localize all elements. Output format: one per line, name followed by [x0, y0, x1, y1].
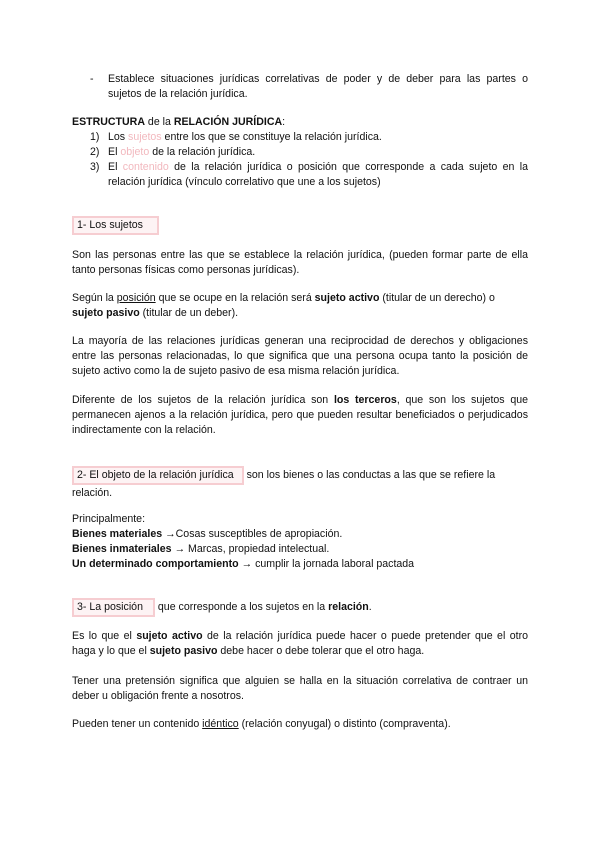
estructura-heading	[72, 115, 528, 130]
list-item	[72, 527, 528, 542]
bold-sujeto-pasivo: sujeto pasivo	[72, 307, 140, 319]
estructura-heading-bold: RELACIÓN JURÍDICA	[173, 116, 283, 128]
section3-paragraph-2: Tener una pretensión significa que alguien se halla en la situación correlativa de contraer un deber u obligación frente a nosotros.	[72, 675, 528, 702]
estructura-list	[90, 130, 528, 190]
bold-sujeto-activo: sujeto activo	[314, 292, 380, 304]
list-item-pre: El	[108, 146, 121, 158]
bullet-dash: -	[90, 73, 94, 85]
bold-sujeto-pasivo: sujeto pasivo	[149, 645, 218, 657]
section3-title: 3- La posición	[72, 598, 155, 617]
section1-paragraph-4	[72, 393, 528, 438]
list-item	[90, 130, 528, 145]
list-item-post-line1: de la relación jurídica o posición que corresponde a cada sujeto en la	[168, 161, 529, 173]
text-run: Diferente de los sujetos de la relación jurídica son	[72, 394, 334, 406]
section2-after-line1: son los bienes o las conductas a las que se refiere la	[243, 469, 496, 481]
estructura-heading-mid: de la	[144, 116, 174, 128]
text-run: , que son los sujetos que permanecen ajenos a la relación jurídica, pero que pueden resultar beneficiados o perjudicados indirectamente con la relación.	[72, 394, 529, 436]
list-item-number: 1)	[90, 131, 100, 143]
text-run: que corresponde a los sujetos en la	[154, 601, 329, 613]
list-item-text: cumplir la jornada laboral pactada	[255, 558, 415, 570]
section2-list	[72, 512, 528, 572]
estructura-heading-pre: ESTRUCTURA	[72, 116, 145, 128]
term-contenido: contenido	[122, 161, 169, 173]
arrow-glyph: →	[162, 528, 176, 540]
section2-title: 2- El objeto de la relación jurídica	[72, 466, 244, 485]
bold-relacion: relación	[328, 601, 369, 613]
underlined-identico: idéntico	[202, 718, 239, 730]
intro-bullet	[90, 72, 528, 102]
intro-line-2: sujetos de la relación jurídica.	[108, 88, 248, 100]
list-item-post: entre los que se constituye la relación jurídica.	[161, 131, 382, 143]
text-run: (relación conyugal) o distinto (compraventa).	[238, 718, 451, 730]
bold-los-terceros: los terceros	[333, 394, 397, 406]
term-sujetos: sujetos	[128, 131, 162, 143]
list-item	[90, 160, 528, 190]
underlined-posicion: posición	[116, 292, 156, 304]
arrow-glyph: →	[238, 558, 256, 570]
section3-paragraph-1	[72, 629, 528, 659]
list-item-text: Cosas susceptibles de apropiación.	[175, 528, 343, 540]
estructura-heading-colon: :	[282, 116, 286, 128]
term-objeto: objeto	[120, 146, 150, 158]
text-run: (titular de un derecho) o	[379, 292, 495, 304]
section2-title-row	[72, 466, 528, 501]
text-run: Pueden tener un contenido	[72, 718, 203, 730]
text-run: Es lo que el	[72, 630, 137, 642]
list-item	[90, 145, 528, 160]
text-run: (titular de un deber).	[139, 307, 239, 319]
section1-paragraph-2	[72, 291, 528, 321]
section1-paragraph-1: Son las personas entre las que se establece la relación jurídica, (pueden formar parte de ella tanto personas físicas como personas jurídicas).	[72, 249, 528, 276]
section1-paragraph-3: La mayoría de las relaciones jurídicas generan una reciprocidad de derechos y obligaciones entre las personas relacionadas, lo que significa que una persona ocupa tanto la posición de sujeto activo como la de sujeto pasivo de esa misma relación jurídica.	[72, 335, 528, 377]
list-item-number: 2)	[90, 146, 100, 158]
list-item-pre: El	[108, 161, 123, 173]
list-item-post: de la relación jurídica.	[149, 146, 256, 158]
section1-title-row	[72, 216, 528, 235]
principal-label: Principalmente:	[72, 513, 146, 525]
list-item-text: Marcas, propiedad intelectual.	[188, 543, 330, 555]
list-item	[72, 557, 528, 572]
arrow-glyph: →	[171, 543, 188, 555]
bold-bienes-materiales: Bienes materiales	[72, 528, 163, 540]
section1-title: 1- Los sujetos	[72, 216, 159, 235]
bold-bienes-inmateriales: Bienes inmateriales	[72, 543, 172, 555]
list-item-pre: Los	[108, 131, 129, 143]
intro-line-1: Establece situaciones jurídicas correlativas de poder y de deber para las partes o	[108, 73, 528, 85]
section3-paragraph-3	[72, 717, 528, 732]
text-run: de la relación jurídica puede hacer o puede pretender que el otro haga y lo que el	[72, 630, 528, 657]
text-run: debe hacer o debe tolerar que el otro haga.	[217, 645, 425, 657]
text-run: que se ocupe en la relación será	[155, 292, 315, 304]
list-item	[72, 542, 528, 557]
text-run: .	[368, 601, 372, 613]
list-item-post-line2: relación jurídica (vínculo correlativo que une a los sujetos)	[108, 176, 381, 188]
section3-title-row	[72, 598, 528, 617]
list-item-number: 3)	[90, 161, 100, 173]
section2-after-line2: relación.	[72, 487, 113, 499]
text-run: Según la	[72, 292, 117, 304]
bold-comportamiento: Un determinado comportamiento	[72, 558, 239, 570]
bold-sujeto-activo: sujeto activo	[136, 630, 203, 642]
